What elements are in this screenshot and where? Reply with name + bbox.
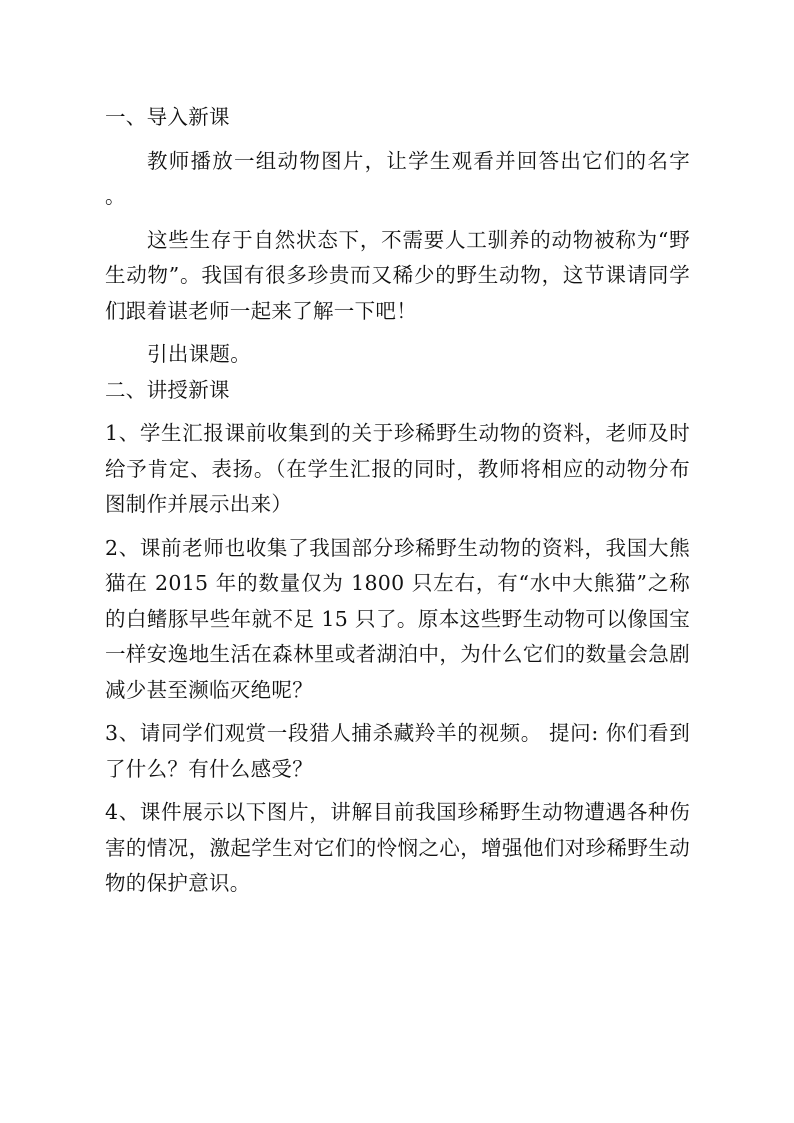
- document-body: [105, 100, 690, 902]
- list-item-2: 2、课前老师也收集了我国部分珍稀野生动物的资料，我国大熊猫在 2015 年的数量仅为 1800 只左右，有“水中大熊猫”之称的白鳍豚早些年就不足 15 只了。原本这些野生动物可以像国宝一样安逸地生活在森林里或者湖泊中，为什么它们的数量会急剧减少甚至濒临灭绝呢？: [105, 535, 690, 702]
- list-item-3: 3、请同学们观赏一段猎人捕杀藏羚羊的视频。 提问: 你们看到了什么？有什么感受？: [105, 721, 690, 781]
- list-item-1: 1、学生汇报课前收集到的关于珍稀野生动物的资料，老师及时给予肯定、表扬。（在学生汇报的同时，教师将相应的动物分布图制作并展示出来）: [105, 421, 690, 516]
- paragraph-intro-1: 教师播放一组动物图片，让学生观看并回答出它们的名字 。: [105, 148, 690, 208]
- section-heading-teaching: 二、讲授新课: [105, 377, 230, 402]
- paragraph-intro-3: 引出课题。: [147, 342, 252, 366]
- list-item-4: 4、课件展示以下图片，讲解目前我国珍稀野生动物遭遇各种伤害的情况，激起学生对它们的怜悯之心，增强他们对珍稀野生动物的保护意识。: [105, 800, 690, 895]
- section-heading-intro: 一、导入新课: [105, 105, 230, 129]
- paragraph-intro-2: 这些生存于自然状态下，不需要人工驯养的动物被称为“野生动物”。我国有很多珍贵而又稀少的野生动物，这节课请同学们跟着谌老师一起来了解一下吧！: [105, 227, 690, 323]
